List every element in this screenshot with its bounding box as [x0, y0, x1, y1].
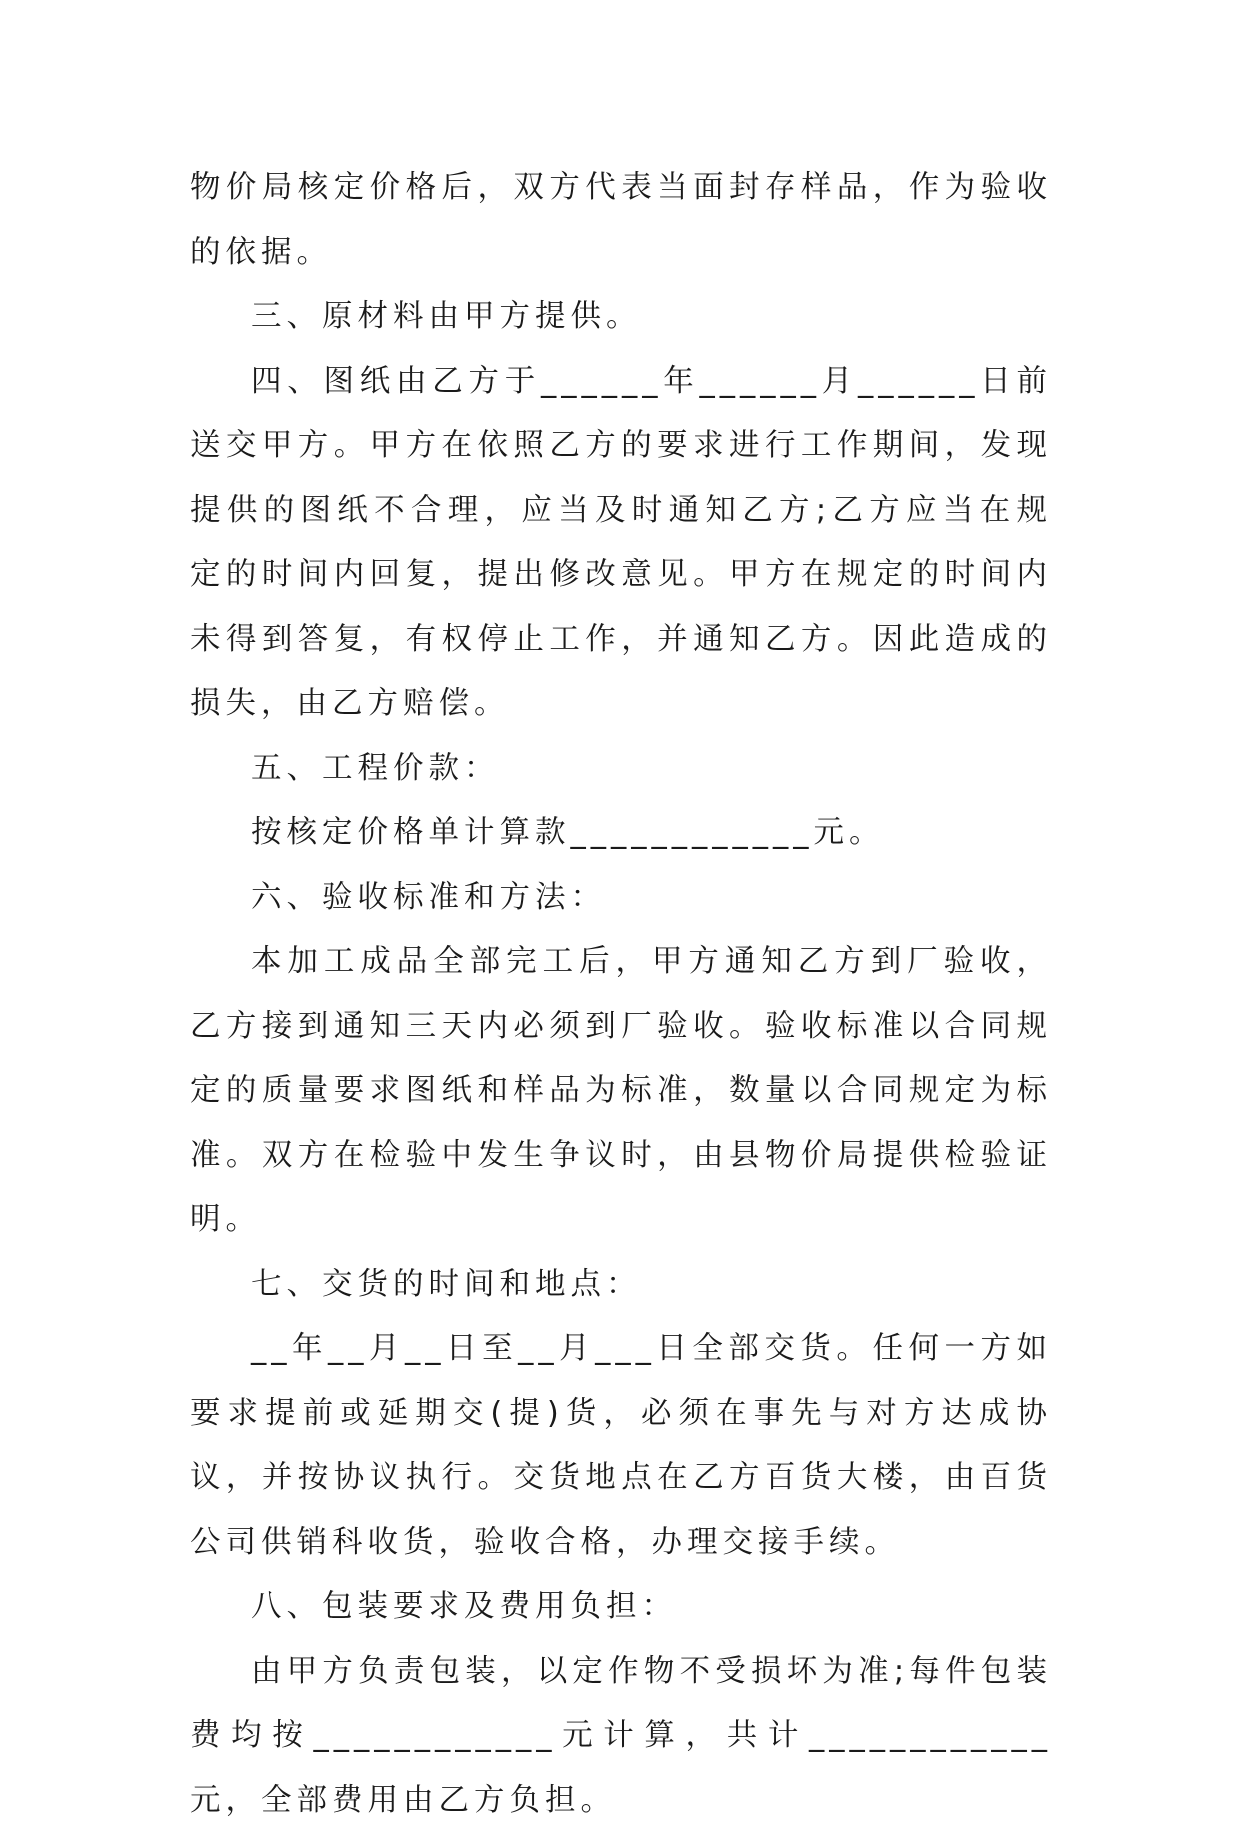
- paragraph-continuation: 物价局核定价格后，双方代表当面封存样品，作为验收的依据。: [190, 156, 1052, 285]
- paragraph-clause-8-body: 由甲方负责包装，以定作物不受损坏为准;每件包装费均按____________元计算，共计____________元，全部费用由乙方负担。: [190, 1640, 1052, 1833]
- paragraph-clause-5-body: 按核定价格单计算款____________元。: [190, 801, 1052, 866]
- paragraph-clause-4: 四、图纸由乙方于______年______月______日前送交甲方。甲方在依照乙方的要求进行工作期间，发现提供的图纸不合理，应当及时通知乙方;乙方应当在规定的时间内回复，提出修改意见。甲方在规定的时间内未得到答复，有权停止工作，并通知乙方。因此造成的损失，由乙方赔偿。: [190, 350, 1052, 737]
- paragraph-clause-3: 三、原材料由甲方提供。: [190, 285, 1052, 350]
- heading-clause-8: 八、包装要求及费用负担：: [190, 1575, 1052, 1640]
- paragraph-clause-7-body: __年__月__日至__月___日全部交货。任何一方如要求提前或延期交(提)货，必须在事先与对方达成协议，并按协议执行。交货地点在乙方百货大楼，由百货公司供销科收货，验收合格，办理交接手续。: [190, 1317, 1052, 1575]
- document-body: [190, 156, 1052, 1833]
- paragraph-clause-6-body: 本加工成品全部完工后，甲方通知乙方到厂验收，乙方接到通知三天内必须到厂验收。验收标准以合同规定的质量要求图纸和样品为标准，数量以合同规定为标准。双方在检验中发生争议时，由县物价局提供检验证明。: [190, 930, 1052, 1253]
- heading-clause-6: 六、验收标准和方法：: [190, 866, 1052, 931]
- heading-clause-5: 五、工程价款：: [190, 737, 1052, 802]
- heading-clause-7: 七、交货的时间和地点：: [190, 1253, 1052, 1318]
